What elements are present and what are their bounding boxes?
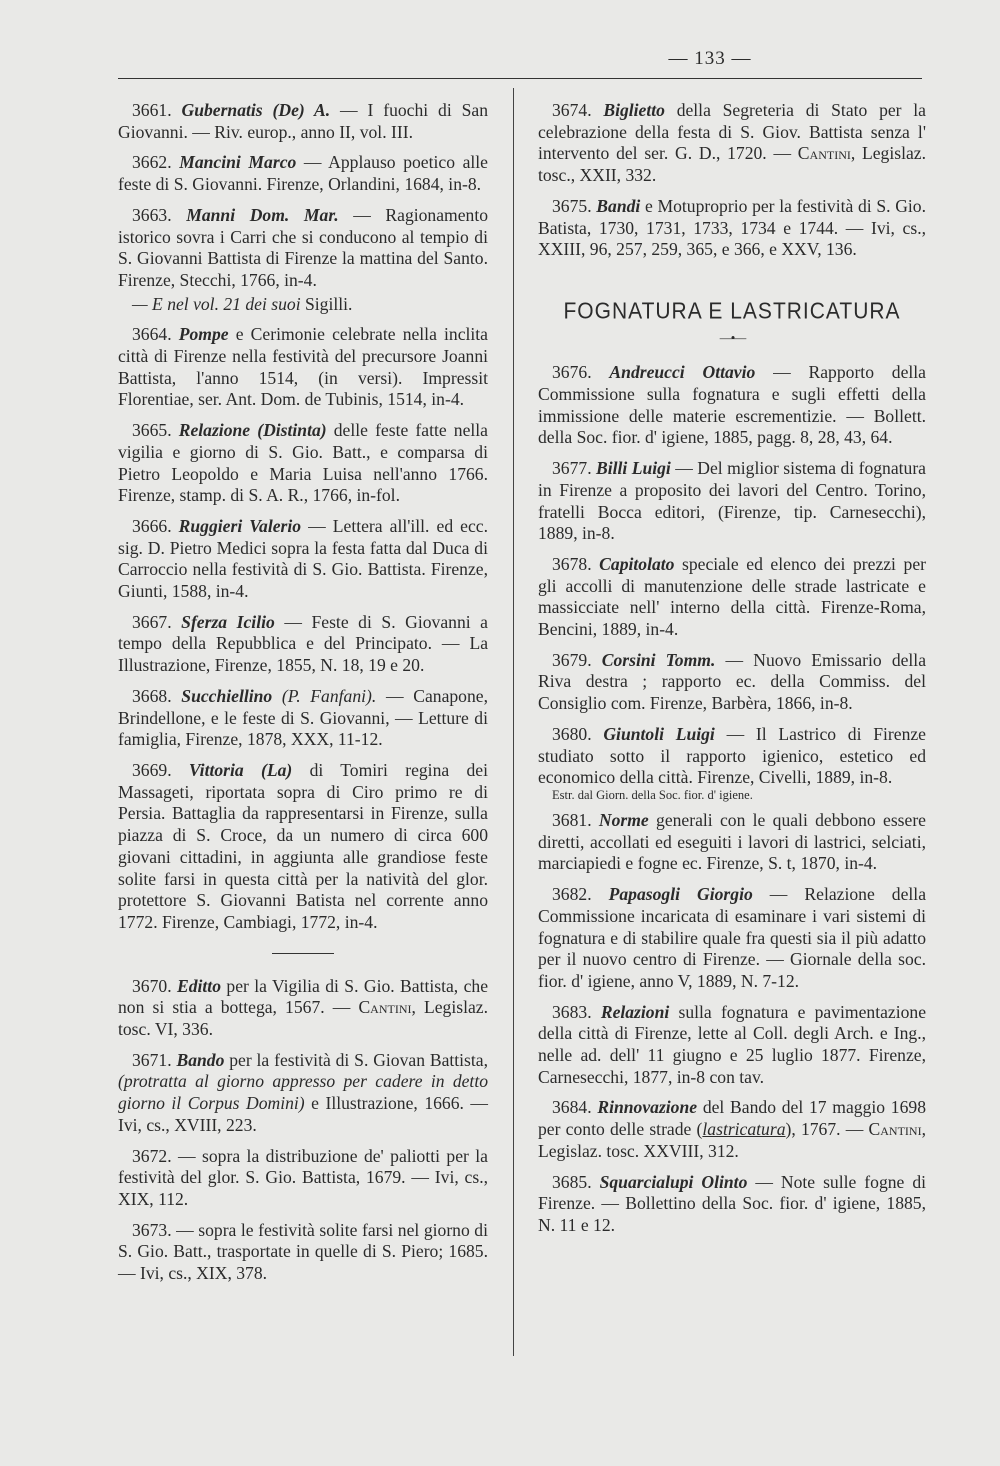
entry-3680-note: Estr. dal Giorn. della Soc. fior. d' igiene. bbox=[552, 787, 753, 802]
entry-3665: 3665. Relazione (Distinta) delle feste fatte nella vigilia e giorno di S. Gio. Batt., e comparsa di Pietro Leopoldo e Maria Luisa nell'anno 1766. Firenze, stamp. di S. A. R., 1766, in-fol. bbox=[118, 420, 488, 506]
entry-3672: 3672. — sopra la distribuzione de' paliotti per la festività del glor. S. Gio. Battista, 1679. — Ivi, cs., XIX, 112. bbox=[118, 1145, 488, 1209]
left-column bbox=[118, 100, 488, 1294]
entry-3684: 3684. Rinnovazione del Bando del 17 maggio 1698 per conto delle strade (lastricatura), 1767. — Cantini, Legislaz. tosc. XXVIII, 312. bbox=[538, 1097, 926, 1161]
entry-3667: 3667. Sferza Icilio — Feste di S. Giovanni a tempo della Repubblica e del Principato. — La Illustrazione, Firenze, 1855, N. 18, 19 e 20. bbox=[118, 611, 488, 676]
entry-3679: 3679. Corsini Tomm. — Nuovo Emissario della Riva destra ; rapporto ec. della Commiss. del Consiglio com. Firenze, Barbèra, 1866, in-8. bbox=[538, 649, 927, 714]
entry-3675: 3675. Bandi e Motuproprio per la festività di S. Gio. Batista, 1730, 1731, 1733, 1734 e 1744. — Ivi, cs., XXIII, 96, 257, 259, 365, e 366, e XXV, 136. bbox=[538, 195, 926, 260]
entry-3662: 3662. Mancini Marco — Applauso poetico alle feste di S. Giovanni. Firenze, Orlandini, 1684, in-8. bbox=[118, 152, 488, 195]
entry-3668: 3668. Succhiellino (P. Fanfani). — Canapone, Brindellone, e le feste di S. Giovanni, — Letture di famiglia, Firenze, 1878, XXX, 11-12. bbox=[118, 685, 488, 750]
entry-3670: 3670. Editto per la Vigilia di S. Gio. Battista, che non si stia a bottega, 1567. — Cantini, Legislaz. tosc. VI, 336. bbox=[118, 975, 489, 1040]
entry-3673: 3673. — sopra le festività solite farsi nel giorno di S. Gio. Batt., trasportate in quelle di S. Piero; 1685. — Ivi, cs., XIX, 378. bbox=[118, 1219, 488, 1284]
section-ornament: —•— bbox=[719, 329, 745, 345]
entry-3666: 3666. Ruggieri Valerio — Lettera all'ill. ed ecc. sig. D. Pietro Medici sopra la festa fatta dal Duca di Carroccio nella festività di S. Gio. Battista. Firenze, Giunti, 1588, in-4. bbox=[118, 515, 488, 602]
entry-3680: 3680. Giuntoli Luigi — Il Lastrico di Firenze studiato sotto il rapporto igienico, estetico ed economico della città. Firenze, Civelli, 1889, in-8. bbox=[538, 723, 926, 788]
section-title: FOGNATURA E LASTRICATURA bbox=[563, 298, 901, 324]
entry-3683: 3683. Relazioni sulla fognatura e pavimentazione della città di Firenze, lette al Coll. degli Arch. e Ing., nelle ad. dell' 11 giugno e 25 luglio 1877. Firenze, Carnesecchi, 1877, in-8 con tav. bbox=[538, 1001, 926, 1087]
entry-3681: 3681. Norme generali con le quali debbono essere diretti, accollati ed eseguiti i lavori di lastrici, selciati, marciapiedi e fogne ec. Firenze, S. t, 1870, in-4. bbox=[538, 809, 926, 874]
entry-3676: 3676. Andreucci Ottavio — Rapporto della Commissione sulla fognatura e sugli effetti della immissione delle materie escrementizie. — Bollett. della Soc. fior. d' igiene, 1885, pagg. 8, 28, 43, 64. bbox=[538, 362, 926, 448]
page-number: — 133 — bbox=[668, 48, 752, 69]
header-rule bbox=[118, 78, 922, 79]
entry-3682: 3682. Papasogli Giorgio — Relazione della Commissione incaricata di esaminare i vari sistemi di fognatura e di stabilire quale fra questi sia il più adatto per il nuovo centro di Firenze. — Giornale della soc. fior. d' igiene, anno V, 1889, N. 7-12. bbox=[538, 884, 926, 991]
entry-3664: 3664. Pompe e Cerimonie celebrate nella inclita città di Firenze nella festività del precursore Joanni Battista, l'anno 1514, (in versi). Impressit Florentiae, ser. Ant. Dom. de Tubinis, 1514, in-4. bbox=[118, 324, 488, 410]
entry-3674: 3674. Biglietto della Segreteria di Stato per la celebrazione della festa di S. Giov. Battista senza l' intervento del ser. G. D., 1720. — Cantini, Legislaz. tosc., XXII, 332. bbox=[538, 100, 926, 186]
column-divider bbox=[513, 88, 514, 1356]
entry-3661: 3661. Gubernatis (De) A. — I fuochi di San Giovanni. — Riv. europ., anno II, vol. III. bbox=[118, 100, 488, 142]
entry-3671: 3671. Bando per la festività di S. Giovan Battista, (protratta al giorno appresso per cadere in detto giorno il Corpus Domini) e Illustrazione, 1666. — Ivi, cs., XVIII, 223. bbox=[118, 1049, 488, 1135]
entry-3685: 3685. Squarcialupi Olinto — Note sulle fogne di Firenze. — Bollettino della Soc. fior. d' igiene, 1885, N. 11 e 12. bbox=[538, 1171, 927, 1235]
right-column bbox=[538, 100, 926, 1246]
entry-3677: 3677. Billi Luigi — Del miglior sistema di fognatura in Firenze a proposito dei lavori del Centro. Torino, fratelli Bocca editori, (Firenze, tip. Carnesecchi), 1889, in-8. bbox=[538, 458, 926, 544]
entry-3678: 3678. Capitolato speciale ed elenco dei prezzi per gli accolli di manutenzione delle strade lastricate e massicciate nell' interno della città. Firenze-Roma, Bencini, 1889, in-4. bbox=[538, 553, 926, 640]
entry-3663: 3663. Manni Dom. Mar. — Ragionamento istorico sovra i Carri che si conducono al tempio di S. Giovanni Battista di Firenze la mattina del Santo. Firenze, Stecchi, 1766, in-4. bbox=[118, 204, 489, 290]
entry-3669: 3669. Vittoria (La) di Tomiri regina dei Massageti, riportata sopra di Ciro primo re di Persia. Battaglia da rappresentarsi in Firenze, sulla piazza di S. Croce, da un numero di circa 600 giovani cittadini, in aggiunta alle grandiose feste solite farsi in questa città per la natività del glor. protettore S. Giovanni Batista nel corrente anno 1772. Firenze, Cambiagi, 1772, in-4. bbox=[118, 759, 488, 932]
entry-3663-subline: — E nel vol. 21 dei suoi Sigilli. bbox=[132, 293, 353, 314]
entry-separator bbox=[272, 953, 334, 954]
